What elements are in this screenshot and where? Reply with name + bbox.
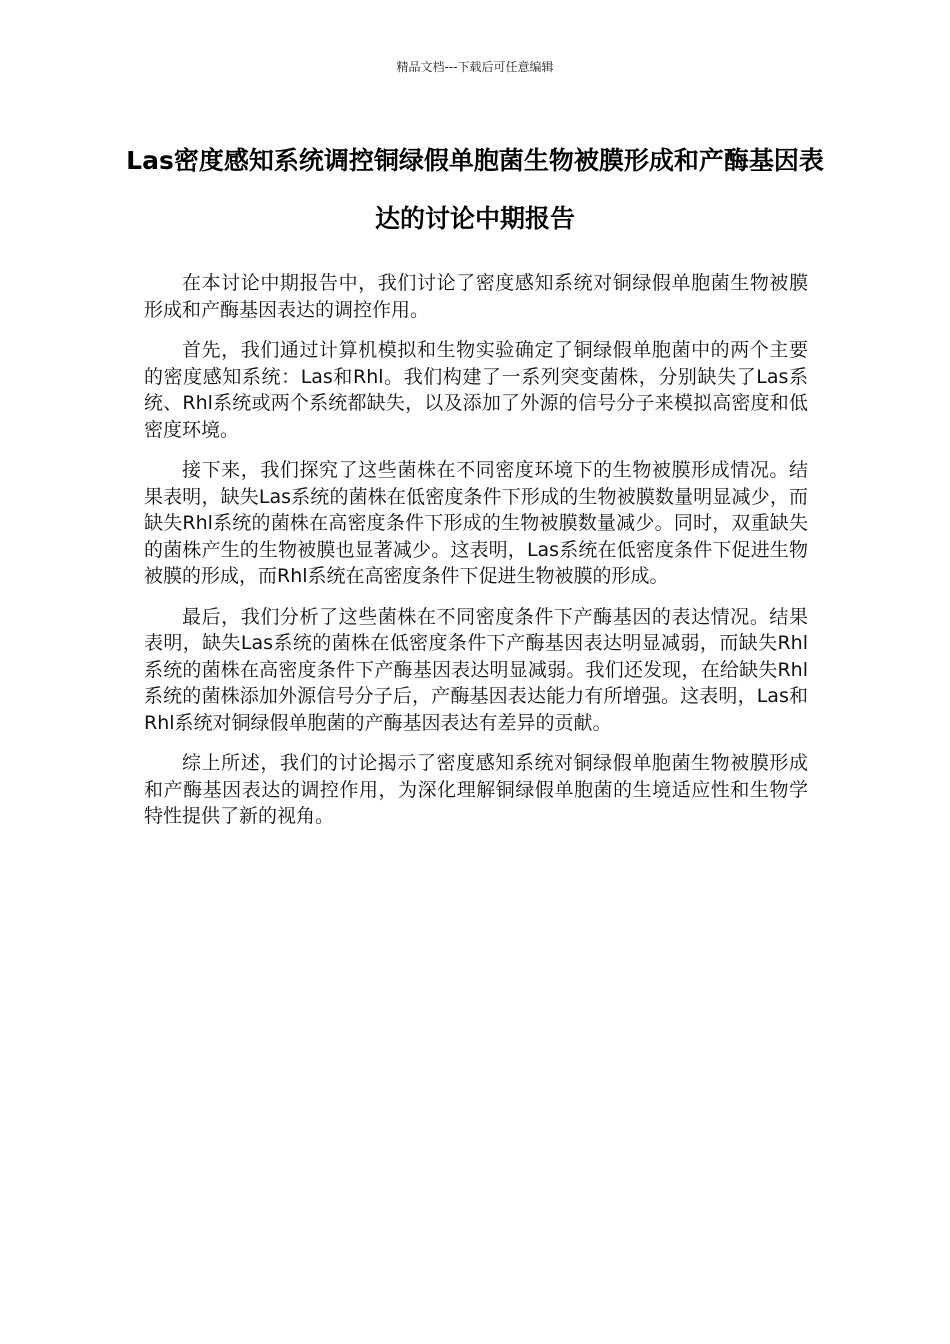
document-title: Las密度感知系统调控铜绿假单胞菌生物被膜形成和产酶基因表达的讨论中期报告: [126, 146, 824, 233]
paragraph-enzyme-results: 最后，我们分析了这些菌株在不同密度条件下产酶基因的表达情况。结果表明，缺失Las系统的菌株在低密度条件下产酶基因表达明显减弱，而缺失Rhl系统的菌株在高密度条件下产酶基因表达明显减弱。我们还发现，在给缺失Rhl系统的菌株添加外源信号分子后，产酶基因表达能力有所增强。这表明，Las和Rhl系统对铜绿假单胞菌的产酶基因表达有差异的贡献。: [144, 605, 808, 734]
paragraph-methods: 首先，我们通过计算机模拟和生物实验确定了铜绿假单胞菌中的两个主要的密度感知系统：Las和Rhl。我们构建了一系列突变菌株，分别缺失了Las系统、Rhl系统或两个系统都缺失，以及添加了外源的信号分子来模拟高密度和低密度环境。: [144, 339, 808, 441]
paragraph-biofilm-results: 接下来，我们探究了这些菌株在不同密度环境下的生物被膜形成情况。结果表明，缺失Las系统的菌株在低密度条件下形成的生物被膜数量明显减少，而缺失Rhl系统的菌株在高密度条件下形成的生物被膜数量减少。同时，双重缺失的菌株产生的生物被膜也显著减少。这表明，Las系统在低密度条件下促进生物被膜的形成，而Rhl系统在高密度条件下促进生物被膜的形成。: [144, 459, 808, 587]
paragraph-conclusion: 综上所述，我们的讨论揭示了密度感知系统对铜绿假单胞菌生物被膜形成和产酶基因表达的调控作用，为深化理解铜绿假单胞菌的生境适应性和生物学特性提供了新的视角。: [144, 752, 808, 827]
document-body: [144, 270, 808, 844]
header-note: 精品文档---下载后可任意编辑: [396, 60, 554, 74]
paragraph-intro: 在本讨论中期报告中，我们讨论了密度感知系统对铜绿假单胞菌生物被膜形成和产酶基因表达的调控作用。: [144, 272, 808, 321]
